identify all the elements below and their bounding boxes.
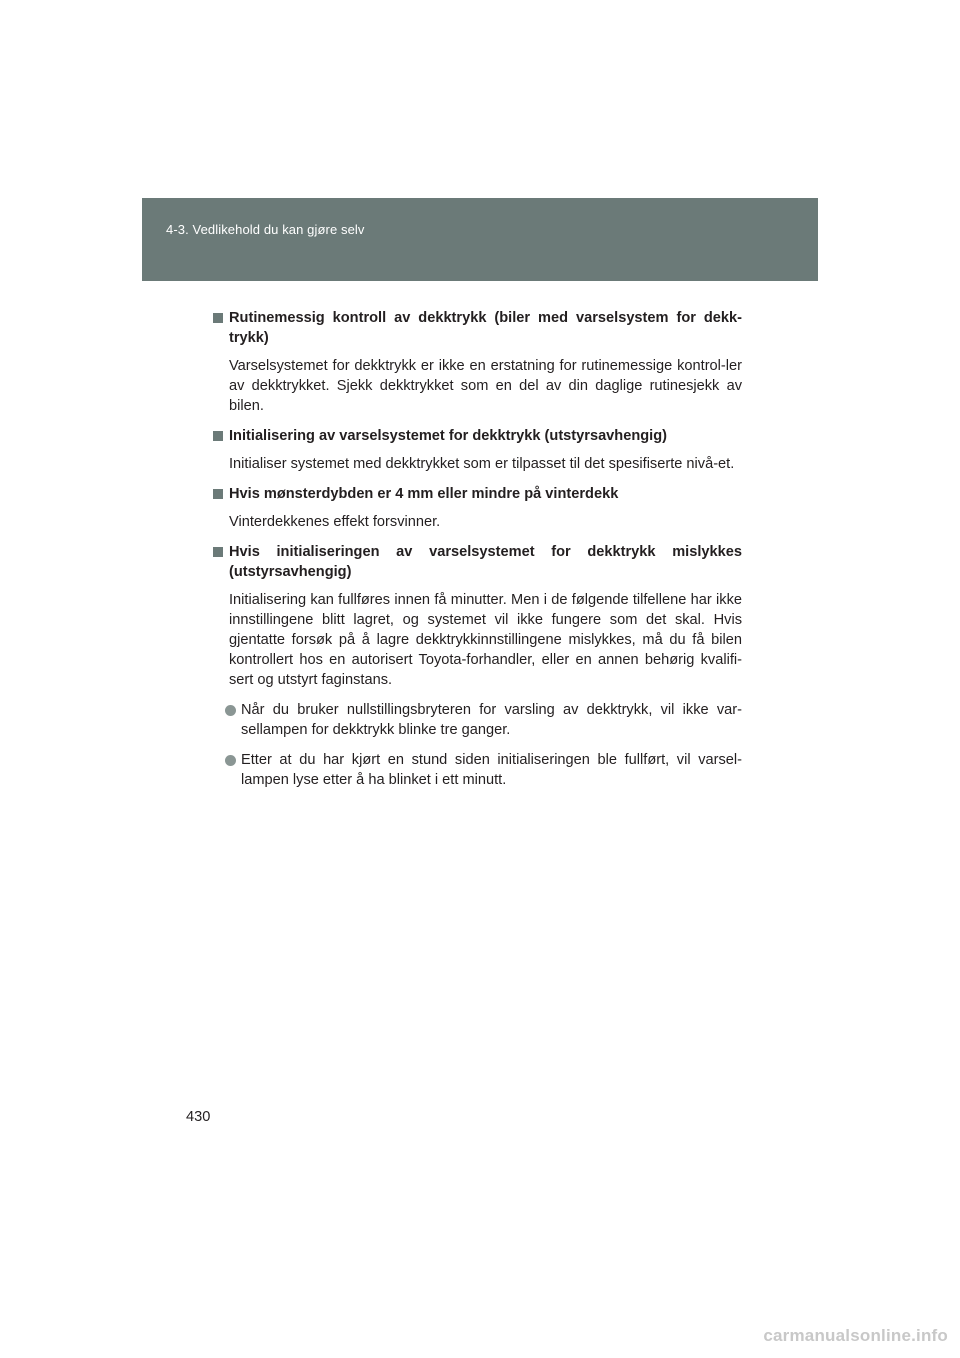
page-number: 430 bbox=[186, 1109, 211, 1125]
section-body: Initialisering kan fullføres innen få minutter. Men i de følgende tilfellene har ikke innstillingene blitt lagret, og systemet vil ikke fungere som det skal. Hvis gjentatte forsøk på å lagre dekktrykkinnstillingene mislykkes, må du få bilen kontrollert hos en autorisert Toyota-forhandler, eller en annen behørig kvalifi-sert og utstyrt faginstans. bbox=[229, 592, 742, 688]
list-item: Når du bruker nullstillingsbryteren for varsling av dekktrykk, vil ikke var-sellampen for dekktrykk blinke tre ganger. bbox=[213, 700, 742, 740]
section-heading: Initialisering av varselsystemet for dekktrykk (utstyrsavhengig) bbox=[213, 426, 742, 446]
section-heading: Hvis mønsterdybden er 4 mm eller mindre på vinterdekk bbox=[213, 484, 742, 504]
section-body: Varselsystemet for dekktrykk er ikke en erstatning for rutinemessige kontrol-ler av dekktrykket. Sjekk dekktrykket som en del av din daglige rutinesjekk av bilen. bbox=[229, 358, 742, 414]
section-initialization bbox=[213, 426, 742, 474]
square-bullet-icon bbox=[213, 547, 223, 557]
square-bullet-icon bbox=[213, 431, 223, 441]
section-tire-pressure-check bbox=[213, 308, 742, 416]
section-body: Initialiser systemet med dekktrykket som er tilpasset til det spesifiserte nivå-et. bbox=[229, 456, 735, 472]
section-heading: Hvis initialiseringen av varselsystemet for dekktrykk mislykkes (utstyrsavhengig) bbox=[213, 542, 742, 582]
section-initialization-failure bbox=[213, 542, 742, 790]
section-winter-tire-depth bbox=[213, 484, 742, 532]
round-bullet-icon bbox=[225, 705, 236, 716]
list-item: Etter at du har kjørt en stund siden initialiseringen ble fullført, vil varsel-lampen lyse etter å ha blinket i ett minutt. bbox=[213, 750, 742, 790]
page-content bbox=[213, 308, 742, 800]
chapter-title: 4-3. Vedlikehold du kan gjøre selv bbox=[166, 222, 365, 237]
chapter-header-band bbox=[142, 198, 818, 281]
square-bullet-icon bbox=[213, 313, 223, 323]
watermark: carmanualsonline.info bbox=[763, 1326, 948, 1345]
section-heading: Rutinemessig kontroll av dekktrykk (biler med varselsystem for dekk-trykk) bbox=[213, 308, 742, 348]
round-bullet-icon bbox=[225, 755, 236, 766]
square-bullet-icon bbox=[213, 489, 223, 499]
section-body: Vinterdekkenes effekt forsvinner. bbox=[229, 514, 441, 530]
